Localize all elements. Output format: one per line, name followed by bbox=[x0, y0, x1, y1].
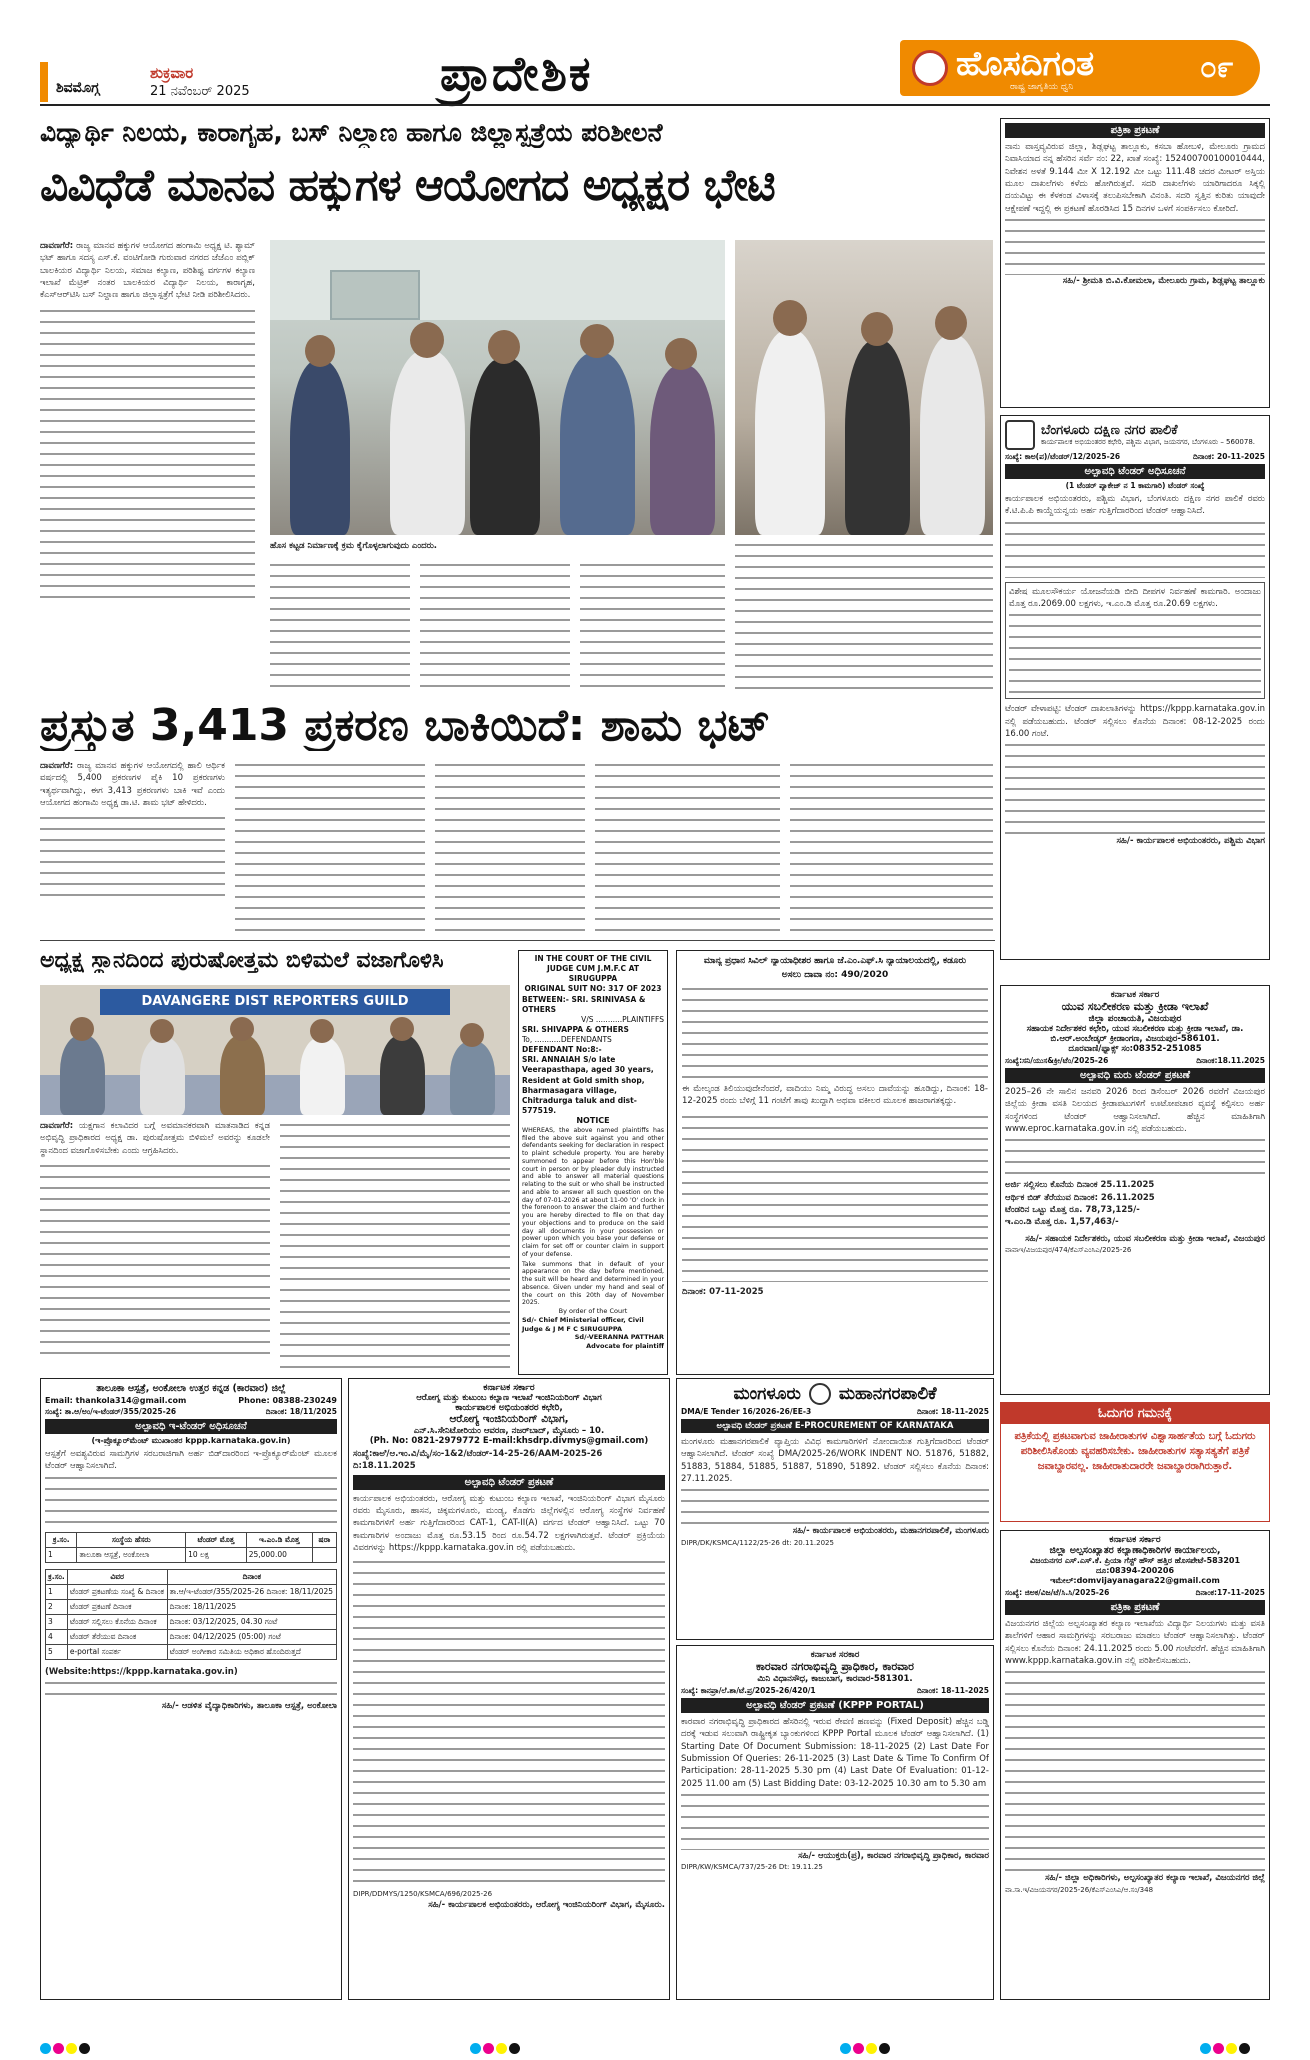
story3-dateline: ದಾವಣಗೆರೆ: bbox=[40, 1121, 74, 1131]
ankola-t2-header: ಕ್ರ.ಸಂ. bbox=[46, 1569, 68, 1584]
court-sign3: Sd/-VEERANNA PATTHAR bbox=[574, 1333, 664, 1342]
ad-bbmp bbox=[1000, 415, 1270, 960]
ad-vijayanagara bbox=[1000, 1530, 1270, 2000]
ankola-table2 bbox=[45, 1569, 337, 1660]
ankola-ref: ಸಂಖ್ಯೆ: ತಾ.ಆ/ಅಂ/ಇ-ಟೆಂಡರ್/355/2025-26 bbox=[45, 1407, 177, 1416]
ankola-t1-header: ಟೆಂಡರ್ ಮೊತ್ತ bbox=[186, 1532, 247, 1547]
civil-body: ಈ ಮೇಲ್ಕಂಡ ತಿಲಿಯುವುದೇನೆಂದರೆ, ವಾದಿಯು ನಿಮ್ಮ ವಿರುದ್ಧ ಅಸಲು ದಾವೆಯನ್ನು ಹೂಡಿದ್ದು, ದಿನಾಂಕ: 18-12-2025 ರಂದು ಬೆಳಿಗ್ಗೆ 11 ಗಂಟೆಗೆ ತಾವು ಖುದ್ದಾಗಿ ಅಥವಾ ವಕೀಲರ ಮೂಲಕ ಹಾಜರಾಗತಕ್ಕದ್ದು. bbox=[682, 1084, 988, 1107]
bbmp-title: ಬೆಂಗಳೂರು ದಕ್ಷಿಣ ನಗರ ಪಾಲಿಕೆ bbox=[1041, 422, 1178, 438]
civil-case: ಅಸಲು ದಾವಾ ನಂ: 490/2020 bbox=[781, 970, 889, 980]
mysore-addr: ಎನ್.ಸಿ.ಸೇನಿಟೋರಿಯಂ ಆವರಣ, ನಜರ್‌ಬಾದ್, ಮೈಸೂರು – 10. bbox=[413, 1426, 605, 1436]
ankola-t2-cell: ಟೆಂಡರ್ ಪ್ರಕಟಣೆಯ ಸಂಖ್ಯೆ & ದಿನಾಂಕ bbox=[67, 1584, 167, 1599]
mangaluru-ref: DMA/E Tender 16/2026-26/EE-3 bbox=[681, 1407, 812, 1416]
ad-readers-notice bbox=[1000, 1402, 1270, 1522]
ankola-date: ದಿನಾಂಕ: 18/11/2025 bbox=[265, 1407, 337, 1416]
header-day: ಶುಕ್ರವಾರ bbox=[150, 64, 194, 82]
ankola-t2-cell: 5 bbox=[46, 1644, 68, 1659]
ankola-t2-header: ವಿವರ bbox=[67, 1569, 167, 1584]
readers-title: ಓದುಗರ ಗಮನಕ್ಕೆ bbox=[1001, 1403, 1269, 1424]
court-sign2: Sd/- Chief Ministerial officer, Civil Judge & J M F C SIRUGUPPA bbox=[522, 1315, 644, 1333]
mangaluru-date: ದಿನಾಂಕ: 18-11-2025 bbox=[917, 1407, 989, 1416]
ad-karwar-authority bbox=[676, 1645, 994, 2000]
mysore-title: ಕರ್ನಾಟಕ ಸರ್ಕಾರ bbox=[483, 1383, 535, 1393]
mysore-sign: ಸಹಿ/- ಕಾರ್ಯಪಾಲಕ ಅಭಿಯಂತರರು, ಆರೋಗ್ಯ ಇಂಜಿನಿಯರಿಂಗ್ ವಿಭಾಗ, ಮೈಸೂರು. bbox=[428, 1900, 665, 1911]
color-registration-marks bbox=[0, 2035, 1310, 2055]
story2-col3 bbox=[435, 760, 585, 935]
mangaluru-title: ಮಂಗಳೂರು bbox=[733, 1384, 801, 1404]
mysore-body: ಕಾರ್ಯಪಾಲಕ ಅಭಿಯಂತರರು, ಆರೋಗ್ಯ ಮತ್ತು ಕುಟುಂಬ ಕಲ್ಯಾಣ ಇಲಾಖೆ, ಇಂಜಿನಿಯರಿಂಗ್ ವಿಭಾಗ ಮೈಸೂರು ರವರು ಮೈಸೂರು, ಹಾಸನ, ಚಿಕ್ಕಮಗಳೂರು, ಮಂಡ್ಯ, ಕೊಡಗು ಜಿಲ್ಲೆಗಳಲ್ಲಿನ ಆರೋಗ್ಯ ಸಂಸ್ಥೆಗಳ ನಿರ್ವಹಣೆ ಕಾಮಗಾರಿಗಳಿಗೆ ಅರ್ಹ ಗುತ್ತಿಗೆದಾರರಿಂದ CAT-1, CAT-II(A) ವರ್ಗದ ಟೆಂಡರ್ ಆಹ್ವಾನಿಸಿದೆ. ಒಟ್ಟು 70 ಕಾಮಗಾರಿಗಳ ಅಂದಾಜು ಮೊತ್ತ ರೂ.53.15 ರಿಂದ ರೂ.54.72 ಲಕ್ಷಗಳಾಗಿರುತ್ತವೆ. ಟೆಂಡರ್ ಪ್ರಕ್ರಿಯೆಯ ವಿವರಗಳನ್ನು https://kppp.karnataka.gov.in ರಲ್ಲಿ ಪಡೆಯಬಹುದು. bbox=[353, 1493, 665, 1553]
court-title: IN THE COURT OF THE CIVIL JUDGE CUM J.M.F.C AT SIRUGUPPA bbox=[534, 954, 652, 984]
vij-email: ಇಮೇಲ್:domvijayanagara22@gmail.com bbox=[1050, 1576, 1220, 1585]
court-notice-label: NOTICE bbox=[576, 1116, 610, 1125]
bbmp-bar2: (1 ಟೆಂಡರ್ ಪ್ಯಾಕೇಜ್ ನ 1 ಕಾಮಗಾರಿ) ಟೆಂಡರ್ ಸಂಖ್ಯೆ bbox=[1065, 481, 1205, 490]
ankola-email: Email: thankola314@gmail.com bbox=[45, 1396, 187, 1405]
youth-b4: ಇ.ಎಂ.ಡಿ ಮೊತ್ತ ರೂ. 1,57,463/- bbox=[1005, 1217, 1119, 1228]
story2-col1 bbox=[40, 760, 225, 935]
brand-logo-icon bbox=[912, 50, 948, 86]
bbmp-date: ದಿನಾಂಕ: 20-11-2025 bbox=[1193, 452, 1265, 461]
court-between: BETWEEN:- SRI. SRINIVASA & OTHERS bbox=[522, 994, 646, 1014]
table-row bbox=[46, 1584, 337, 1599]
ankola-t2-cell: 1 bbox=[46, 1584, 68, 1599]
youth-date: ದಿನಾಂಕ:18.11.2025 bbox=[1196, 1056, 1265, 1065]
court-party2: SRI. SHIVAPPA & OTHERS bbox=[522, 1024, 629, 1034]
ankola-t2-cell: ದಿನಾಂಕ: 18/11/2025 bbox=[167, 1599, 336, 1614]
vij-ref: ಸಂಖ್ಯೆ: ಜಿಅಕ/ವಿಜ/ಟೆ/ಸಿ.ಸಿ/2025-26 bbox=[1005, 1588, 1110, 1597]
ankola-bar: ಅಲ್ಪಾವಧಿ ಇ-ಟೆಂಡರ್ ಅಧಿಸೂಚನೆ bbox=[45, 1419, 337, 1434]
story3-banner: DAVANGERE DIST REPORTERS GUILD bbox=[100, 989, 450, 1015]
table-row bbox=[46, 1614, 337, 1629]
story1-col2 bbox=[270, 560, 410, 695]
story1-lead: ರಾಜ್ಯ ಮಾನವ ಹಕ್ಕುಗಳ ಆಯೋಗದ ಹಂಗಾಮಿ ಅಧ್ಯಕ್ಷ ಟಿ. ಶ್ಯಾಮ್ ಭಟ್ ಹಾಗೂ ಸದಸ್ಯ ಎಸ್.ಕೆ. ವಂಟಿಗೋಡಿ ಗುರುವಾರ ನಗರದ ಜೆಜೆಎಂ ಪಬ್ಲಿಕ್ ಬಾಲಕಿಯರ ವಿದ್ಯಾರ್ಥಿ ನಿಲಯ, ಸಮಾಜ ಕಲ್ಯಾಣ, ಪರಿಶಿಷ್ಟ ವರ್ಗಗಳ ಕಲ್ಯಾಣ ಇಲಾಖೆ ಮೆಟ್ರಿಕ್ ನಂತರ ಬಾಲಕಿಯರ ವಿದ್ಯಾರ್ಥಿ ನಿಲಯ, ಕಾರಾಗೃಹ, ಕೆಎಸ್ಆರ್‌ಟಿಸಿ ಬಸ್ ನಿಲ್ದಾಣ ಹಾಗೂ ಜಿಲ್ಲಾಸ್ಪತ್ರೆಗೆ ಭೇಟಿ ನೀಡಿ ಪರಿಶೀಲಿಸಿದರು. bbox=[40, 241, 255, 301]
court-defno: DEFENDANT No:8:- bbox=[522, 1045, 602, 1055]
youth-title2: ಯುವ ಸಬಲೀಕರಣ ಮತ್ತು ಕ್ರೀಡಾ ಇಲಾಖೆ bbox=[1061, 1000, 1209, 1013]
vij-bar: ಪತ್ರಿಕಾ ಪ್ರಕಟಣೆ bbox=[1005, 1600, 1265, 1615]
vij-phone: ದೂ:08394-200206 bbox=[1095, 1566, 1175, 1575]
masthead bbox=[0, 0, 1310, 106]
story1-col1 bbox=[40, 240, 255, 695]
youth-title3: ಜಿಲ್ಲಾ ಪಂಚಾಯತಿ, ವಿಜಯಪುರ bbox=[1088, 1014, 1182, 1024]
mangaluru-footer: DIPR/DK/KSMCA/1122/25-26 dt: 20.11.2025 bbox=[681, 1538, 834, 1547]
table-row bbox=[46, 1599, 337, 1614]
ankola-t1-cell: ತಾಲೂಕಾ ಆಸ್ಪತ್ರೆ, ಅಂಕೋಲಾ bbox=[77, 1547, 186, 1562]
story3-lead: ಯಕ್ಷಗಾನ ಕಲಾವಿದರ ಬಗ್ಗೆ ಅವಮಾನಕರವಾಗಿ ಮಾತನಾಡಿದ ಕನ್ನಡ ಅಭಿವೃದ್ಧಿ ಪ್ರಾಧಿಕಾರದ ಅಧ್ಯಕ್ಷ ಡಾ. ಪುರುಷೋತ್ತಮ ಬಿಳಿಮಲೆ ಅವರನ್ನು ಕೂಡಲೇ ಸ್ಥಾನದಿಂದ ವಜಾಗೊಳಿಸಬೇಕು ಎಂದು ಆಗ್ರಹಿಸಿದರು. bbox=[40, 1121, 270, 1156]
story2-col4 bbox=[595, 760, 780, 935]
mangaluru-sign: ಸಹಿ/- ಕಾರ್ಯಪಾಲಕ ಅಭಿಯಂತರರು, ಮಹಾನಗರಪಾಲಿಕೆ, ಮಂಗಳೂರು bbox=[792, 1526, 989, 1537]
youth-bar: ಅಲ್ಪಾವಧಿ ಮರು ಟೆಂಡರ್ ಪ್ರಕಟಣೆ bbox=[1005, 1068, 1265, 1083]
ankola-t1-cell: 1 bbox=[46, 1547, 77, 1562]
ankola-t2-cell: ಟೆಂಡರ್ ಸಲ್ಲಿಸಲು ಕೊನೆಯ ದಿನಾಂಕ bbox=[67, 1614, 167, 1629]
ankola-t2-cell: 2 bbox=[46, 1599, 68, 1614]
vij-title: ಕರ್ನಾಟಕ ಸರ್ಕಾರ bbox=[1109, 1535, 1161, 1545]
bbmp-body2: ಟೆಂಡರ್ ವೇಳಾಪಟ್ಟಿ: ಟೆಂಡರ್ ದಾಖಲಾತಿಗಳನ್ನು https://kppp.karnataka.gov.in ನಲ್ಲಿ ಪಡೆಯಬಹುದು. ಟೆಂಡರ್ ಸಲ್ಲಿಸಲು ಕೊನೆಯ ದಿನಾಂಕ: 08-12-2025 ರಂದು 16.00 ಗಂಟೆ. bbox=[1005, 704, 1265, 739]
vij-footer: ವಾ.ಸಾ.ಇ/ವಿಜಯನಗರ/2025-26/ಕೆಎಸ್ಎಂಸಿಎ/ಆ.ಸಂ/348 bbox=[1005, 1885, 1154, 1894]
youth-b2: ಆರ್ಥಿಕ ಬಿಡ್ ತೆರೆಯುವ ದಿನಾಂಕ: 26.11.2025 bbox=[1005, 1192, 1155, 1203]
vij-body: ವಿಜಯನಗರ ಜಿಲ್ಲೆಯ ಅಲ್ಪಸಂಖ್ಯಾತರ ಕಲ್ಯಾಣ ಇಲಾಖೆಯ ವಿದ್ಯಾರ್ಥಿ ನಿಲಯಗಳು ಮತ್ತು ವಸತಿ ಶಾಲೆಗಳಿಗೆ ಆಹಾರ ಸಾಮಗ್ರಿಗಳನ್ನು ಸರಬರಾಜು ಮಾಡಲು ಟೆಂಡರ್ ಆಹ್ವಾನಿಸಲಾಗಿತ್ತು. ಟೆಂಡರ್ ಸಲ್ಲಿಸಲು ಕೊನೆಯ ದಿನಾಂಕ: 24.11.2025 ರಂದು 5.00 ಗಂಟೆವರೆಗೆ. ಹೆಚ್ಚಿನ ಮಾಹಿತಿಗಾಗಿ www.kppp.karnataka.gov.in ನಲ್ಲಿ ಪರಿಶೀಲಿಸಬಹುದು. bbox=[1005, 1619, 1265, 1666]
ad-tumkur-notice bbox=[1000, 118, 1270, 408]
story1-headline: ವಿವಿಧೆಡೆ ಮಾನವ ಹಕ್ಕುಗಳ ಆಯೋಗದ ಅಧ್ಯಕ್ಷರ ಭೇಟಿ bbox=[40, 160, 775, 211]
ankola-t2-cell: 3 bbox=[46, 1614, 68, 1629]
header-rule bbox=[40, 104, 1270, 106]
youth-b1: ಅರ್ಜಿ ಸಲ್ಲಿಸಲು ಕೊನೆಯ ದಿನಾಂಕ 25.11.2025 bbox=[1005, 1180, 1155, 1191]
ad-ankola-hospital bbox=[40, 1378, 342, 2000]
story2-lead: ರಾಜ್ಯ ಮಾನವ ಹಕ್ಕುಗಳ ಆಯೋಗದಲ್ಲಿ ಹಾಲಿ ಆರ್ಥಿಕ ವರ್ಷದಲ್ಲಿ 5,400 ಪ್ರಕರಣಗಳ ಪೈಕಿ 10 ಪ್ರಕರಣಗಳು ಇತ್ಯರ್ಥವಾಗಿದ್ದು, ಈಗ 3,413 ಪ್ರಕರಣಗಳು ಬಾಕಿ ಇವೆ ಎಂದು ಆಯೋಗದ ಹಂಗಾಮಿ ಅಧ್ಯಕ್ಷ ಡಾ.ಟಿ. ಶಾಮ ಭಟ್ ಹೇಳಿದರು. bbox=[40, 761, 225, 808]
court-body: WHEREAS, the above named plaintiffs has filed the above suit against you and other defendants seeking for declaration in respect to plaint schedule property. You are hereby summoned to appear before this Hon'ble court in person or by pleader duly instructed and able to answer all material questions relating to the suit or who shall be instructed and able to answer all such question on the day of 07-01-2026 at about 11-00 'O' clock in the forenoon to answer the claim and further you are hereby directed to file on that day your objections and to produce on the said day all documents in your possession or power upon which you base your defense or claim for set off or counter claim in support of your defense. bbox=[522, 1126, 664, 1258]
header-city: ಶಿವಮೊಗ್ಗ bbox=[56, 80, 100, 96]
page-number: ೦೯ bbox=[1200, 50, 1234, 85]
youth-phone: ದೂರವಾಣಿ/ಫ್ಯಾಕ್ಸ್ ಸಂ:08352-251085 bbox=[1068, 1044, 1202, 1054]
brand-block bbox=[900, 40, 1260, 96]
mangaluru-body: ಮಂಗಳೂರು ಮಹಾನಗರಪಾಲಿಕೆ ವ್ಯಾಪ್ತಿಯ ವಿವಿಧ ಕಾಮಗಾರಿಗಳಿಗೆ ನೋಂದಾಯಿತ ಗುತ್ತಿಗೆದಾರರಿಂದ ಟೆಂಡರ್ ಆಹ್ವಾನಿಸಲಾಗಿದೆ. ಟೆಂಡರ್ ಸಂಖ್ಯೆ DMA/2025-26/WORK INDENT NO. 51876, 51882, 51883, 51884, 51885, 51887, 51890, 51892. ಟೆಂಡರ್ ಸಲ್ಲಿಸಲು ಕೊನೆಯ ದಿನಾಂಕ: 27.11.2025. bbox=[681, 1437, 989, 1484]
story3-col1 bbox=[40, 1120, 270, 1375]
ad-mangaluru bbox=[676, 1378, 994, 1640]
table-row bbox=[46, 1644, 337, 1659]
ad-youth-sports bbox=[1000, 985, 1270, 1395]
civil-title: ಮಾನ್ಯ ಪ್ರಧಾನ ಸಿವಿಲ್ ನ್ಯಾಯಾಧೀಶರ ಹಾಗೂ ಜೆ.ಎಂ.ಎಫ್.ಸಿ ನ್ಯಾಯಾಲಯದಲ್ಲಿ, ಕಡೂರು bbox=[703, 956, 967, 966]
story1-caption: ಹೊಸ ಕಟ್ಟಡ ನಿರ್ಮಾಣಕ್ಕೆ ಕ್ರಮ ಕೈಗೊಳ್ಳಲಾಗುವುದು ಎಂದರು. bbox=[270, 541, 438, 551]
mysore-date: ದಿ:18.11.2025 bbox=[353, 1461, 416, 1472]
ankola-t2-header: ದಿನಾಂಕ bbox=[167, 1569, 336, 1584]
civil-notice bbox=[676, 950, 994, 1375]
ankola-table1 bbox=[45, 1532, 337, 1563]
story3-photo bbox=[40, 985, 510, 1115]
header-date: 21 ನವೆಂಬರ್ 2025 bbox=[150, 84, 250, 99]
mysore-title4: ಆರೋಗ್ಯ ಇಂಜಿನಿಯರಿಂಗ್ ವಿಭಾಗ, bbox=[449, 1413, 569, 1425]
karwar-date: ದಿನಾಂಕ: 18-11-2025 bbox=[917, 1686, 989, 1695]
karwar-title2: ಕಾರವಾರ ನಗರಾಭಿವೃದ್ಧಿ ಪ್ರಾಧಿಕಾರ, ಕಾರವಾರ bbox=[756, 1660, 914, 1673]
ankola-t2-cell: ತಾ.ಆ/ಇ-ಟೆಂಡರ್/355/2025-26 ದಿನಾಂಕ: 18/11/2025 bbox=[167, 1584, 336, 1599]
mysore-title3: ಕಾರ್ಯಪಾಲಕ ಅಭಿಯಂತರರ ಕಛೇರಿ, bbox=[455, 1403, 563, 1413]
mangaluru-emblem-icon bbox=[809, 1383, 831, 1405]
mangaluru-bar: ಅಲ್ಪಾವಧಿ ಟೆಂಡರ್ ಪ್ರಕಟಣೆ E-PROCUREMENT OF KARNATAKA bbox=[681, 1419, 989, 1433]
ankola-t2-cell: ಟೆಂಡರ್ ಅಂಗೀಕಾರ ಸಮಿತಿಯ ಅಧಿಕಾರ ಹೊಂದಿರುತ್ತದೆ bbox=[167, 1644, 336, 1659]
ankola-t1-header: ಇ.ಎಂ.ಡಿ ಮೊತ್ತ bbox=[246, 1532, 312, 1547]
tumkur-body: ನಾನು ವಾಸ್ತವ್ಯವಿರುವ ಜಿಲ್ಲಾ, ಶಿಡ್ಲಘಟ್ಟ ತಾಲ್ಲೂಕು, ಕಸಬಾ ಹೋಬಳಿ, ಮೇಲೂರು ಗ್ರಾಮದ ನಿವಾಸಿಯಾದ ನನ್ನ ಹೆಸರಿನ ಸರ್ವೆ ನಂ: 22, ಖಾತೆ ಸಂಖ್ಯೆ: 152400700100010444, ನಿವೇಶನ ಅಳತೆ 9.144 ಮೀ X 12.192 ಮೀ ಒಟ್ಟು 111.48 ಚದರ ಮೀಟರ್ ಅಸ್ತಿಯ ಮೂಲ ದಾಖಲೆಗಳು ಕಳೆದು ಹೋಗಿರುತ್ತವೆ. ಸದರಿ ದಾಖಲೆಗಳು ಯಾರಿಗಾದರೂ ಸಿಕ್ಕಲ್ಲಿ ದಯವಿಟ್ಟು ಈ ಕೆಳಕಂಡ ವಿಳಾಸಕ್ಕೆ ತಲುಪಿಸಬೇಕಾಗಿ ವಿನಂತಿ. ಸದರಿ ಸ್ವತ್ತಿನ ಕುರಿತು ಯಾವುದೇ ಆಕ್ಷೇಪಣೆ ಇದ್ದಲ್ಲಿ ಈ ಪ್ರಕಟಣೆ ಹೊರಡಿಸಿದ 15 ದಿನಗಳ ಒಳಗೆ ಸಂಪರ್ಕಿಸಲು ಕೋರಿದೆ. bbox=[1005, 142, 1265, 214]
bbmp-sign: ಸಹಿ/- ಕಾರ್ಯಪಾಲಕ ಅಭಿಯಂತರರು, ಪಶ್ಚಿಮ ವಿಭಾಗ bbox=[1116, 836, 1265, 847]
section-title: ಪ್ರಾದೇಶಿಕ bbox=[440, 46, 593, 102]
ankola-t2-cell: ಟೆಂಡರ್ ತೆರೆಯುವ ದಿನಾಂಕ bbox=[67, 1629, 167, 1644]
bbmp-sub: ಕಾರ್ಯಪಾಲಕ ಅಭಿಯಂತರರ ಕಛೇರಿ, ಪಶ್ಚಿಮ ವಿಭಾಗ, ಜಯನಗರ, ಬೆಂಗಳೂರು – 560078. bbox=[1041, 437, 1256, 446]
court-suit: ORIGINAL SUIT NO: 317 OF 2023 bbox=[524, 984, 662, 994]
ankola-t1-header: ಷರಾ bbox=[312, 1532, 336, 1547]
vij-title2: ಜಿಲ್ಲಾ ಅಲ್ಪಸಂಖ್ಯಾತರ ಕಲ್ಯಾಣಾಧಿಕಾರಿಗಳ ಕಾರ್ಯಾಲಯ, bbox=[1049, 1545, 1221, 1556]
story1-col5 bbox=[735, 540, 993, 695]
mysore-title2: ಆರೋಗ್ಯ ಮತ್ತು ಕುಟುಂಬ ಕಲ್ಯಾಣ ಇಲಾಖೆ ಇಂಜಿನಿಯರಿಂಗ್ ವಿಭಾಗ bbox=[416, 1393, 602, 1403]
mysore-ref: ಸಂಖ್ಯೆ:ಕಾಅಿ/ಆ.ಇಂ.ವಿ/ಮೈ/ಸಂ-1&2/ಟೆಂಡರ್-14-25-26/AAM-2025-26 bbox=[353, 1449, 603, 1459]
ankola-t1-header: ಸಂಸ್ಥೆಯ ಹೆಸರು bbox=[77, 1532, 186, 1547]
karwar-bar: ಅಲ್ಪಾವಧಿ ಟೆಂಡರ್ ಪ್ರಕಟಣೆ (KPPP PORTAL) bbox=[681, 1698, 989, 1713]
court-vs: V/S ...........PLAINTIFFS bbox=[581, 1014, 664, 1024]
story2-dateline: ದಾವಣಗೆರೆ: bbox=[40, 761, 74, 771]
ankola-web: (Website:https://kppp.karnataka.gov.in) bbox=[45, 1666, 238, 1677]
bbmp-ref: ಸಂಖ್ಯೆ: ಕಾಅ(ಪ)/ಟೆಂಡರ್/12/2025-26 bbox=[1005, 452, 1121, 461]
ankola-body: ಆಸ್ಪತ್ರೆಗೆ ಅವಶ್ಯವಿರುವ ಸಾಮಗ್ರಿಗಳ ಸರಬರಾಜಿಗಾಗಿ ಅರ್ಹ ಬಿಡ್‌ದಾರರಿಂದ ಇ-ಪ್ರೊಕ್ಯೂರ್‌ಮೆಂಟ್ ಮೂಲಕ ಟೆಂಡರ್ ಆಹ್ವಾನಿಸಲಾಗಿದೆ. bbox=[45, 1449, 337, 1472]
bbmp-body: ಕಾರ್ಯಪಾಲಕ ಅಭಿಯಂತರರು, ಪಶ್ಚಿಮ ವಿಭಾಗ, ಬೆಂಗಳೂರು ದಕ್ಷಿಣ ನಗರ ಪಾಲಿಕೆ ರವರು ಕೆ.ಟಿ.ಪಿ.ಪಿ ಕಾಯ್ದೆಯನ್ವಯ ಅರ್ಹ ಗುತ್ತಿಗೆದಾರರಿಂದ ಟೆಂಡರ್ ಆಹ್ವಾನಿಸಿದೆ. bbox=[1005, 494, 1265, 517]
tumkur-sign: ಸಹಿ/- ಶ್ರೀಮತಿ ಬಿ.ವಿ.ಕೋಮಲಾ, ಮೇಲೂರು ಗ್ರಾಮ, ಶಿಡ್ಲಘಟ್ಟ ತಾಲ್ಲೂಕು bbox=[1062, 275, 1265, 286]
court-defname: SRI. ANNAIAH S/o late Veerapasthapa, aged 30 years, Resident at Gold smith shop, Bharmasagara village, Chitradurga taluk and dist-577519. bbox=[522, 1055, 654, 1115]
court-defendants: To, ...........DEFENDANTS bbox=[522, 1035, 612, 1044]
ankola-t2-cell: e-portal ಸಂಪರ್ಕ bbox=[67, 1644, 167, 1659]
karwar-addr: ಮಿನಿ ವಿಧಾನಸೌಧ, ಕಾಜುಬಾಗ, ಕಾರವಾರ-581301. bbox=[757, 1674, 913, 1684]
ankola-t1-cell: 25,000.00 bbox=[246, 1547, 312, 1562]
mysore-contact: (Ph. No: 0821-2979772 E-mail:khsdrp.divmys@gmail.com) bbox=[369, 1436, 649, 1446]
karwar-ref: ಸಂಖ್ಯೆ: ಕಾನಪ್ರಾ/ಲೆ.ಶಾ/ಟೆ.ಪ್ರ/2025-26/420/1 bbox=[681, 1686, 816, 1695]
story2-col2 bbox=[235, 760, 425, 935]
youth-ref: ಸಂಖ್ಯೆ:ಸನಿ/ಯುಸ&ಕ್ರೀ/ಟೆಂ/2025-26 bbox=[1005, 1056, 1109, 1065]
brand-tagline: ರಾಷ್ಟ್ರ ಜಾಗೃತಿಯ ಧ್ವನಿ bbox=[1010, 82, 1074, 92]
ankola-t2-cell: ಟೆಂಡರ್ ಪ್ರಕಟಣೆ ದಿನಾಂಕ bbox=[67, 1599, 167, 1614]
ankola-t2-cell: 4 bbox=[46, 1629, 68, 1644]
mysore-bar: ಅಲ್ಪಾವಧಿ ಟೆಂಡರ್ ಪ್ರಕಟಣೆ bbox=[353, 1475, 665, 1490]
court-sign1: By order of the Court bbox=[558, 1307, 628, 1316]
story1-kicker: ವಿದ್ಯಾರ್ಥಿ ನಿಲಯ, ಕಾರಾಗೃಹ, ಬಸ್ ನಿಲ್ದಾಣ ಹಾಗೂ ಜಿಲ್ಲಾಸ್ಪತ್ರೆಯ ಪರಿಶೀಲನೆ bbox=[40, 118, 663, 147]
readers-body: ಪತ್ರಿಕೆಯಲ್ಲಿ ಪ್ರಕಟವಾಗುವ ಜಾಹೀರಾತುಗಳ ವಿಶ್ವಾಸಾರ್ಹತೆಯ ಬಗ್ಗೆ ಓದುಗರು ಪರಿಶೀಲಿಸಿಕೊಂಡು ವ್ಯವಹರಿಸಬೇಕು. ಜಾಹೀರಾತುಗಳ ಸತ್ಯಾಸತ್ಯತೆಗೆ ಪತ್ರಿಕೆ ಜವಾಬ್ದಾರವಲ್ಲ. ಜಾಹೀರಾತುದಾರರೇ ಜವಾಬ್ದಾರರಾಗಿರುತ್ತಾರೆ. bbox=[1014, 1431, 1256, 1472]
court-body2: Take summons that in default of your appearance on the day before mentioned, the suit will be heard and determined in your absence. Given under my hand and seal of the court on this 20th day of November 2025. bbox=[522, 1260, 664, 1307]
youth-footer: ವಾವಾಇ/ವಿಜಯಪುರ/474/ಕೆಎಸ್ಎಂಸಿಎ/2025-26 bbox=[1005, 1245, 1132, 1254]
ankola-sub: (ಇ-ಪ್ರೊಕ್ಯೂರ್‌ಮೆಂಟ್ ಮುಖಾಂತರ kppp.karnataka.gov.in) bbox=[91, 1436, 291, 1445]
karwar-body: ಕಾರವಾರ ನಗರಾಭಿವೃದ್ಧಿ ಪ್ರಾಧಿಕಾರದ ಹೆಸರಿನಲ್ಲಿ ಇರುವ ಠೇವಣಿ ಹಣವನ್ನು (Fixed Deposit) ಹೆಚ್ಚಿನ ಬಡ್ಡಿ ದರಕ್ಕೆ ಇಡುವ ಸಲುವಾಗಿ ರಾಷ್ಟ್ರೀಕೃತ ಬ್ಯಾಂಕುಗಳಿಂದ KPPP Portal ಮೂಲಕ ಟೆಂಡರ್ ಆಹ್ವಾನಿಸಲಾಗಿದೆ. (1) Starting Date Of Document Submission: 18-11-2025 (2) Last Date For Submission Of Queries: 26-11-2025 (3) Last Date & Time To Confirm Of Participation: 28-11-2025 5.30 pm (4) Last Date Of Evaluation: 01-12-2025 11.00 am (5) Last Bidding Date: 03-12-2025 10.30 am to 5.30 am bbox=[681, 1717, 989, 1789]
youth-addr: ಸಹಾಯಕ ನಿರ್ದೇಶಕರ ಕಛೇರಿ, ಯುವ ಸಬಲೀಕರಣ ಮತ್ತು ಕ್ರೀಡಾ ಇಲಾಖೆ, ಡಾ. ಬಿ.ಆರ್.ಅಂಬೇಡ್ಕರ್ ಕ್ರೀಡಾಂಗಣ, ವಿಜಯಪುರ-586101. bbox=[1026, 1024, 1244, 1044]
story2-headline: ಪ್ರಸ್ತುತ 3,413 ಪ್ರಕರಣ ಬಾಕಿಯಿದೆ: ಶಾಮ ಭಟ್ bbox=[40, 700, 771, 751]
table-row bbox=[46, 1629, 337, 1644]
story1-photo2 bbox=[735, 240, 993, 535]
brand-name: ಹೊಸದಿಗಂತ bbox=[956, 44, 1095, 84]
bbmp-emblem-icon bbox=[1005, 420, 1035, 450]
ankola-title: ತಾಲೂಕಾ ಆಸ್ಪತ್ರೆ, ಅಂಕೋಲಾ ಉತ್ತರ ಕನ್ನಡ (ಕಾರವಾರ) ಜಿಲ್ಲೆ bbox=[96, 1383, 286, 1394]
ankola-phone: Phone: 08388-230249 bbox=[238, 1396, 337, 1405]
ankola-t2-cell: ದಿನಾಂಕ: 04/12/2025 (05:00) ಗಂಟೆ bbox=[167, 1629, 336, 1644]
karwar-title: ಕರ್ನಾಟಕ ಸರಕಾರ bbox=[810, 1650, 860, 1660]
mangaluru-title2: ಮಹಾನಗರಪಾಲಿಕೆ bbox=[838, 1384, 937, 1404]
ankola-t1-cell: 10 ಲಕ್ಷ bbox=[186, 1547, 247, 1562]
court-notice bbox=[518, 950, 668, 1375]
court-sign4: Advocate for plaintiff bbox=[586, 1342, 664, 1351]
ankola-sign: ಸಹಿ/- ಆಡಳಿತ ವೈದ್ಯಾಧಿಕಾರಿಗಳು, ತಾಲೂಕಾ ಆಸ್ಪತ್ರೆ, ಅಂಕೋಲಾ bbox=[161, 1700, 337, 1711]
bbmp-bar: ಅಲ್ಪಾವಧಿ ಟೆಂಡರ್ ಅಧಿಸೂಚನೆ bbox=[1005, 464, 1265, 479]
story3-col2 bbox=[280, 1120, 510, 1375]
youth-b3: ಟೆಂಡರಿನ ಒಟ್ಟು ಮೊತ್ತ ರೂ. 78,73,125/- bbox=[1005, 1204, 1140, 1215]
youth-title: ಕರ್ನಾಟಕ ಸರ್ಕಾರ bbox=[1110, 990, 1160, 1000]
bbmp-work: ವಿಶೇಷ ಮೂಲಸೌಕರ್ಯ ಯೋಜನೆಯಡಿ ಬೀದಿ ದೀಪಗಳ ನಿರ್ವಹಣೆ ಕಾಮಗಾರಿ. ಅಂದಾಜು ಮೊತ್ತ ರೂ.2069.00 ಲಕ್ಷಗಳು, ಇ.ಎಂ.ಡಿ ಮೊತ್ತ ರೂ.20.69 ಲಕ್ಷಗಳು. bbox=[1009, 586, 1261, 609]
header-color-strip bbox=[40, 62, 48, 102]
ankola-t1-header: ಕ್ರ.ಸಂ. bbox=[46, 1532, 77, 1547]
story-divider bbox=[40, 940, 995, 941]
story1-photo bbox=[270, 240, 725, 535]
story1-dateline: ದಾವಣಗೆರೆ: bbox=[40, 241, 74, 251]
karwar-footer: DIPR/KW/KSMCA/737/25-26 Dt: 19.11.25 bbox=[681, 1863, 823, 1872]
youth-body: 2025–26 ನೇ ಸಾಲಿನ ಜನವರಿ 2026 ರಿಂದ ಡಿಸೆಂಬರ್ 2026 ರವರೆಗೆ ವಿಜಯಪುರ ಜಿಲ್ಲೆಯ ಕ್ರೀಡಾ ವಸತಿ ನಿಲಯದ ಕ್ರೀಡಾಪಟುಗಳಿಗೆ ಊಟೋಪಚಾರ ವ್ಯವಸ್ಥೆ ಕಲ್ಪಿಸಲು ಅರ್ಹ ಸಂಸ್ಥೆಗಳಿಂದ ಟೆಂಡರ್ ಆಹ್ವಾನಿಸಲಾಗಿದೆ. ಹೆಚ್ಚಿನ ಮಾಹಿತಿಗಾಗಿ www.eproc.karnataka.gov.in ನಲ್ಲಿ ಪಡೆಯಬಹುದು. bbox=[1005, 1087, 1265, 1134]
vij-date: ದಿನಾಂಕ:17-11-2025 bbox=[1195, 1588, 1265, 1597]
ankola-t2-cell: ದಿನಾಂಕ: 03/12/2025, 04.30 ಗಂಟೆ bbox=[167, 1614, 336, 1629]
tumkur-title: ಪತ್ರಿಕಾ ಪ್ರಕಟಣೆ bbox=[1005, 123, 1265, 138]
civil-date: ದಿನಾಂಕ: 07-11-2025 bbox=[682, 1286, 764, 1297]
story1-col4 bbox=[580, 560, 725, 695]
vij-sign: ಸಹಿ/- ಜಿಲ್ಲಾ ಅಧಿಕಾರಿಗಳು, ಅಲ್ಪಸಂಖ್ಯಾತರ ಕಲ್ಯಾಣ ಇಲಾಖೆ, ವಿಜಯನಗರ ಜಿಲ್ಲೆ bbox=[1045, 1873, 1265, 1884]
vij-title3: ವಿಜಯನಗರ ಎಸ್.ಎಸ್.ಕೆ. ಪ್ರಿಯಾ ಗೆಸ್ಟ್ ಹೌಸ್ ಹತ್ತಿರ ಹೊಸಪೇಟೆ-583201 bbox=[1029, 1556, 1241, 1565]
ad-mysore-health bbox=[348, 1378, 670, 2000]
youth-sign: ಸಹಿ/- ಸಹಾಯಕ ನಿರ್ದೇಶಕರು, ಯುವ ಸಬಲೀಕರಣ ಮತ್ತು ಕ್ರೀಡಾ ಇಲಾಖೆ, ವಿಜಯಪುರ bbox=[1025, 1233, 1265, 1244]
ankola-t1-cell bbox=[312, 1547, 336, 1562]
story2-col5 bbox=[790, 760, 993, 935]
mysore-footer: DIPR/DDMYS/1250/KSMCA/696/2025-26 bbox=[353, 1890, 493, 1899]
story1-col3 bbox=[420, 560, 570, 695]
karwar-sign: ಸಹಿ/- ಆಯುಕ್ತರು(ಪ್ರ), ಕಾರವಾರ ನಗರಾಭಿವೃದ್ಧಿ ಪ್ರಾಧಿಕಾರ, ಕಾರವಾರ bbox=[798, 1850, 989, 1861]
story3-headline: ಅಧ್ಯಕ್ಷ ಸ್ಥಾನದಿಂದ ಪುರುಷೋತ್ತಮ ಬಿಳಿಮಲೆ ವಜಾಗೊಳಿಸಿ bbox=[40, 948, 444, 973]
